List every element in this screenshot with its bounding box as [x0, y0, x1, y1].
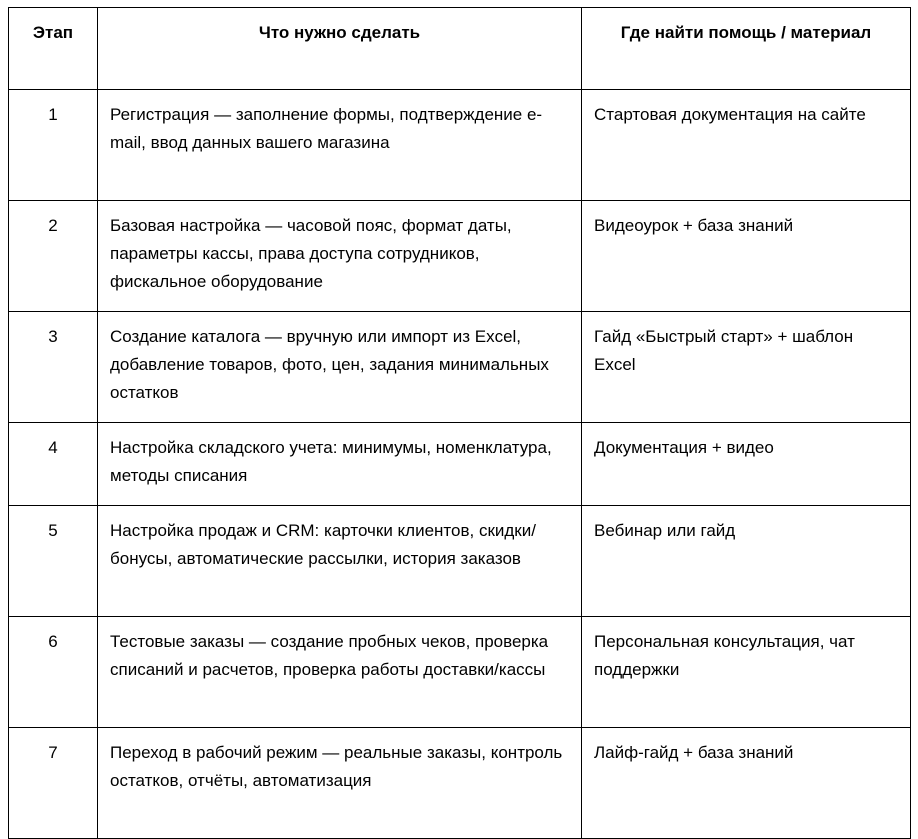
table-row	[9, 312, 911, 423]
step-task: Тестовые заказы — создание пробных чеков, проверка списаний и расчетов, проверка работы доставки/кассы	[98, 617, 582, 728]
table-header-row	[9, 8, 911, 90]
step-help: Лайф-гайд + база знаний	[582, 728, 911, 839]
header-help: Где найти помощь / материал	[582, 8, 911, 90]
step-number: 1	[9, 90, 98, 201]
step-help: Видеоурок + база знаний	[582, 201, 911, 312]
step-task: Переход в рабочий режим — реальные заказы, контроль остатков, отчёты, автоматизация	[98, 728, 582, 839]
step-number: 2	[9, 201, 98, 312]
table-row	[9, 728, 911, 839]
table-row	[9, 90, 911, 201]
table-row	[9, 423, 911, 506]
step-help: Персональная консультация, чат поддержки	[582, 617, 911, 728]
step-task: Настройка продаж и CRM: карточки клиентов, скидки/бонусы, автоматические рассылки, история заказов	[98, 506, 582, 617]
step-number: 6	[9, 617, 98, 728]
header-task: Что нужно сделать	[98, 8, 582, 90]
step-help: Стартовая документация на сайте	[582, 90, 911, 201]
table-row	[9, 617, 911, 728]
step-number: 3	[9, 312, 98, 423]
onboarding-table-container	[8, 7, 911, 839]
table-row	[9, 506, 911, 617]
step-task: Настройка складского учета: минимумы, номенклатура, методы списания	[98, 423, 582, 506]
step-task: Создание каталога — вручную или импорт из Excel, добавление товаров, фото, цен, задания минимальных остатков	[98, 312, 582, 423]
step-number: 5	[9, 506, 98, 617]
step-help: Гайд «Быстрый старт» + шаблон Excel	[582, 312, 911, 423]
step-help: Вебинар или гайд	[582, 506, 911, 617]
step-number: 4	[9, 423, 98, 506]
step-help: Документация + видео	[582, 423, 911, 506]
step-task: Регистрация — заполнение формы, подтверждение e-mail, ввод данных вашего магазина	[98, 90, 582, 201]
step-number: 7	[9, 728, 98, 839]
onboarding-steps-table	[8, 7, 911, 839]
header-step: Этап	[9, 8, 98, 90]
step-task: Базовая настройка — часовой пояс, формат даты, параметры кассы, права доступа сотрудников, фискальное оборудование	[98, 201, 582, 312]
table-row	[9, 201, 911, 312]
